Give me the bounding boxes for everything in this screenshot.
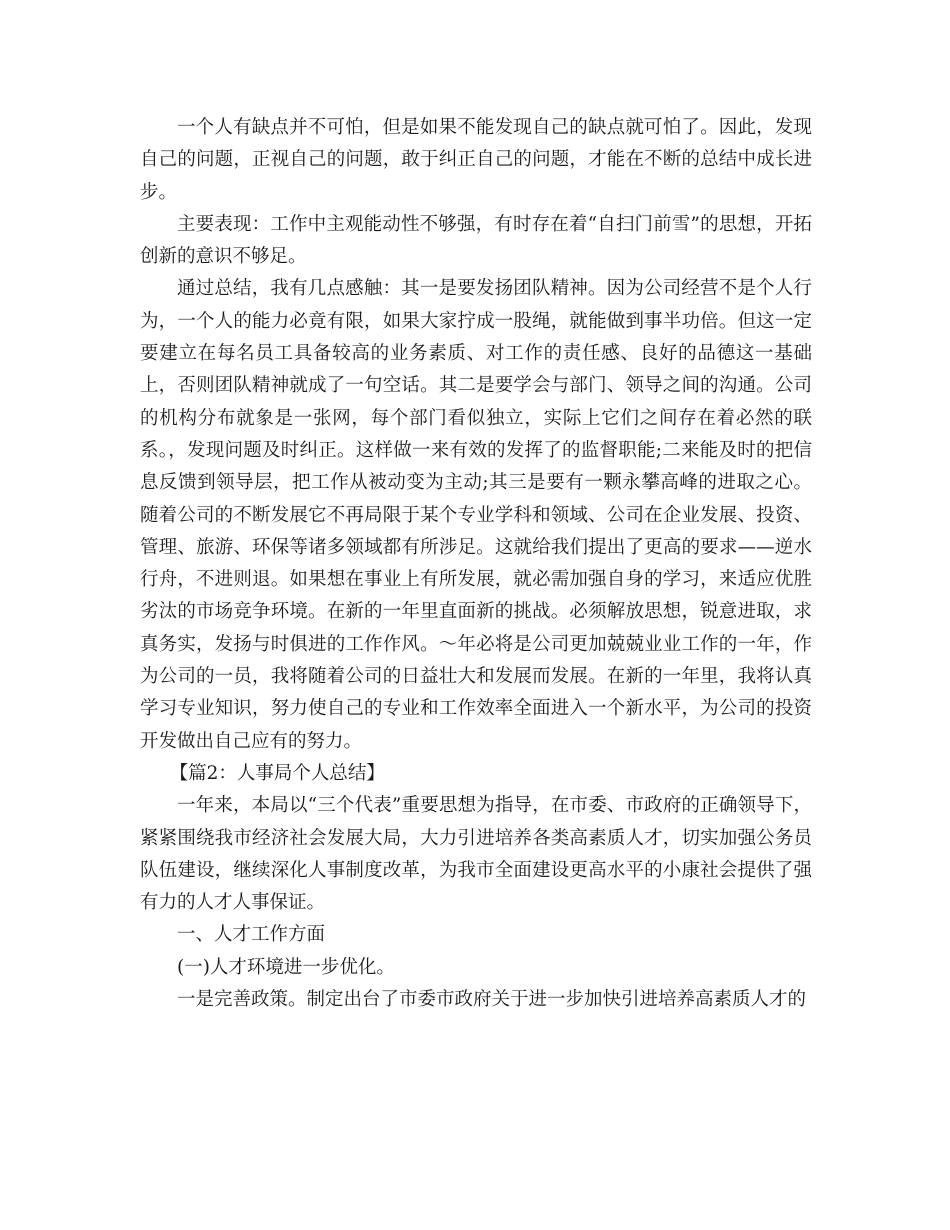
paragraph-self-reflection: 一个人有缺点并不可怕，但是如果不能发现自己的缺点就可怕了。因此，发现自己的问题，正视自己的问题，敢于纠正自己的问题，才能在不断的总结中成长进步。 [140, 117, 812, 203]
paragraph-policy-improvement: 一是完善政策。制定出台了市委市政府关于进一步加快引进培养高素质人才的 [177, 989, 807, 1011]
paragraph-summary-insights: 通过总结，我有几点感触：其一是要发扬团队精神。因为公司经营不是个人行为，一个人的能力必竟有限，如果大家拧成一股绳，就能做到事半功倍。但这一定要建立在每名员工具备较高的业务素质、对工作的责任感、良好的品德这一基础上，否则团队精神就成了一句空话。其二是要学会与部门、领导之间的沟通。公司的机构分布就象是一张网，每个部门看似独立，实际上它们之间存在着必然的联系。，发现问题及时纠正。这样做一来有效的发挥了的监督职能;二来能及时的把信息反馈到领导层，把工作从被动变为主动;其三是要有一颗永攀高峰的进取之心。随着公司的不断发展它不再局限于某个专业学科和领域、公司在企业发展、投资、管理、旅游、环保等诸多领域都有所涉足。这就给我们提出了更高的要求——逆水行舟，不进则退。如果想在事业上有所发展，就必需加强自身的学习，来适应优胜劣汰的市场竞争环境。在新的一年里直面新的挑战。必须解放思想，锐意进取，求真务实，发扬与时俱进的工作作风。～年必将是公司更加兢兢业业工作的一年，作为公司的一员，我将随着公司的日益壮大和发展而发展。在新的一年里，我将认真学习专业知识，努力使自己的专业和工作效率全面进入一个新水平，为公司的投资开发做出自己应有的努力。 [140, 278, 812, 752]
paragraph-main-issues: 主要表现：工作中主观能动性不够强，有时存在着“自扫门前雪”的思想，开拓创新的意识不够足。 [140, 213, 812, 268]
section-heading-talent-work: 一、人才工作方面 [177, 924, 326, 946]
subsection-heading-talent-environment: (一)人才环境进一步优化。 [177, 956, 395, 978]
paragraph-annual-overview: 一年来，本局以“三个代表”重要思想为指导，在市委、市政府的正确领导下，紧紧围绕我市经济社会发展大局，大力引进培养各类高素质人才，切实加强公务员队伍建设，继续深化人事制度改革，为我市全面建设更高水平的小康社会提供了强有力的人才人事保证。 [140, 795, 812, 914]
section-title-chapter-2: 【篇2：人事局个人总结】 [169, 762, 385, 784]
document-body [140, 112, 812, 1016]
